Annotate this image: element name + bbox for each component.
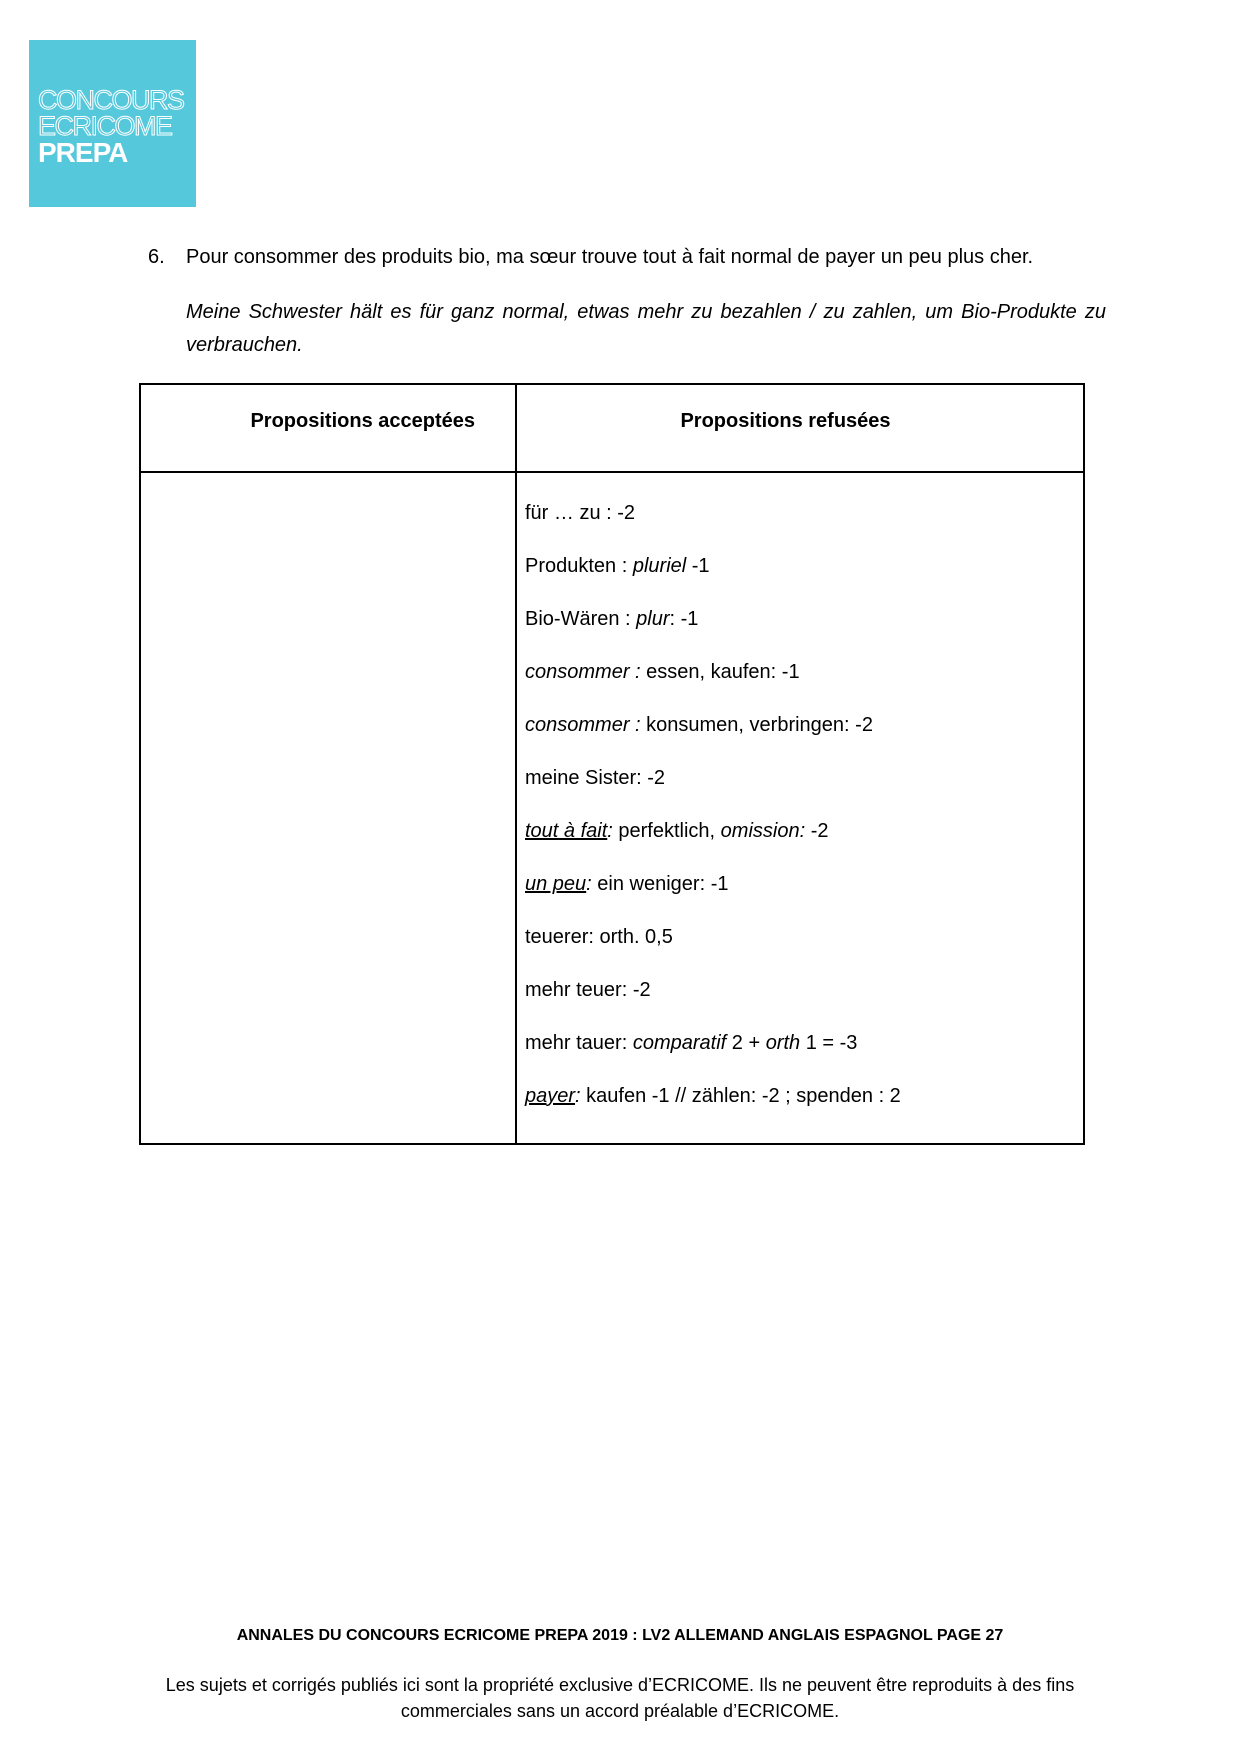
accepted-cell <box>140 472 516 1144</box>
refused-entry <box>525 766 1083 819</box>
ecricome-logo <box>29 40 196 207</box>
refused-entry-text: consommer : <box>525 714 641 736</box>
refused-entry <box>525 501 1083 554</box>
refused-entry-text: : -1 <box>669 608 699 630</box>
refused-entry-text: ein weniger: -1 <box>591 873 729 895</box>
refused-cell <box>516 472 1084 1144</box>
refused-entry-text: -1 <box>686 555 710 577</box>
refused-entry-text: plur <box>636 608 670 630</box>
refused-entry <box>525 1031 1083 1084</box>
refused-list <box>525 501 1083 1116</box>
question-number: 6. <box>148 246 165 268</box>
refused-entry <box>525 978 1083 1031</box>
logo-line-prepa: PREPA <box>38 137 128 168</box>
refused-entry-text: un peu <box>525 873 587 895</box>
header-accepted: Propositions acceptées <box>140 384 516 472</box>
refused-entry <box>525 607 1083 660</box>
refused-entry-text: meine Sister: -2 <box>525 767 666 789</box>
question-sentence <box>148 243 1033 271</box>
refused-entry-text: : <box>607 820 613 842</box>
refused-entry-text: omission: <box>720 820 806 842</box>
refused-entry <box>525 819 1083 872</box>
model-translation: Meine Schwester hält es für ganz normal, etwas mehr zu bezahlen / zu zahlen, um Bio-Produkte zu verbrauchen. <box>186 301 1106 356</box>
refused-entry <box>525 872 1083 925</box>
refused-entry <box>525 554 1083 607</box>
refused-entry <box>525 1084 1083 1116</box>
question-text: Pour consommer des produits bio, ma sœur trouve tout à fait normal de payer un peu plus cher. <box>186 246 1034 268</box>
refused-entry-text: -2 <box>805 820 829 842</box>
refused-entry <box>525 713 1083 766</box>
refused-entry-text: : <box>575 1085 581 1107</box>
grading-table <box>139 383 1085 1145</box>
refused-entry-text: konsumen, verbringen: -2 <box>640 714 873 736</box>
refused-entry-text: kaufen -1 // zählen: -2 ; spenden : 2 <box>580 1085 901 1107</box>
refused-entry-text: : <box>586 873 592 895</box>
refused-entry-text: Bio-Wären : <box>525 608 637 630</box>
refused-entry-text: pluriel <box>632 555 687 577</box>
refused-entry-text: perfektlich, <box>612 820 721 842</box>
refused-entry-text: tout à fait <box>525 820 608 842</box>
refused-entry-text: consommer : <box>525 661 641 683</box>
logo-line-ecricome: ECRICOME <box>38 111 172 141</box>
footer-title: ANNALES DU CONCOURS ECRICOME PREPA 2019 : LV2 ALLEMAND ANGLAIS ESPAGNOL PAGE 27 <box>236 1627 1004 1644</box>
refused-entry-text: orth <box>765 1032 801 1054</box>
footer-copyright-note: Les sujets et corrigés publiés ici sont la propriété exclusive d’ECRICOME. Ils ne peuvent être reproduits à des fins commerciales sans un accord préalable d’ECRICOME. <box>165 1675 1075 1721</box>
refused-entry <box>525 925 1083 978</box>
logo-line-concours: CONCOURS <box>38 85 184 115</box>
table-body-row <box>140 472 1084 1144</box>
refused-entry-text: Produkten : <box>525 555 633 577</box>
table-header-row <box>140 384 1084 472</box>
refused-entry-text: für … zu : -2 <box>525 502 636 524</box>
refused-entry-text: 1 = -3 <box>800 1032 858 1054</box>
refused-entry-text: teuerer: orth. 0,5 <box>525 926 673 948</box>
refused-entry-text: 2 + <box>726 1032 766 1054</box>
refused-entry-text: payer <box>525 1085 576 1107</box>
refused-entry-text: mehr tauer: <box>525 1032 633 1054</box>
refused-entry-text: comparatif <box>632 1032 727 1054</box>
refused-entry-text: mehr teuer: -2 <box>525 979 651 1001</box>
refused-entry-text: essen, kaufen: -1 <box>640 661 800 683</box>
refused-entry <box>525 660 1083 713</box>
header-refused: Propositions refusées <box>516 384 1084 472</box>
